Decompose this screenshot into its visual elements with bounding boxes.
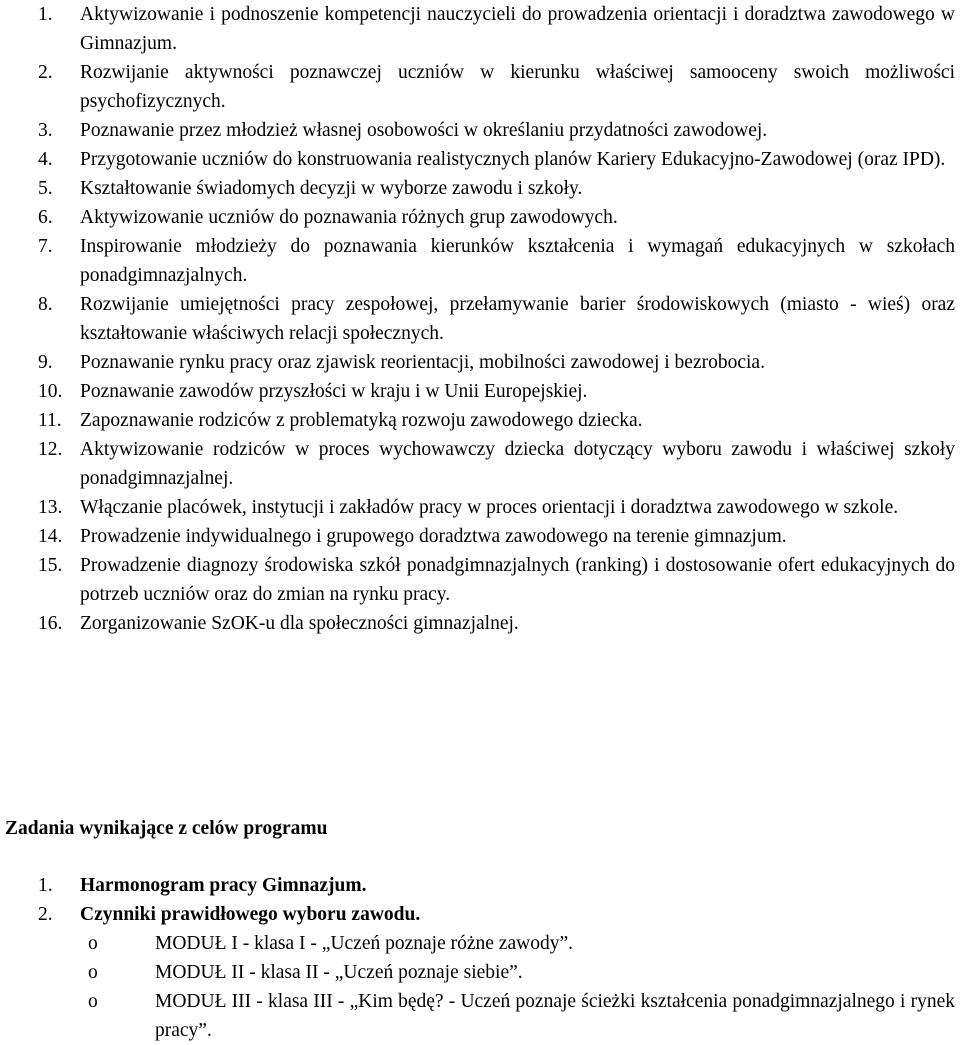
- list-item: [38, 609, 955, 638]
- list-item-number: 12.: [38, 439, 63, 460]
- list-item-text: Aktywizowanie i podnoszenie kompetencji nauczycieli do prowadzenia orientacji i doradztwa zawodowego w Gimnazjum.: [80, 4, 955, 54]
- list-item-number: 6.: [38, 207, 53, 228]
- list-item: [38, 406, 955, 435]
- bullet-icon: o: [88, 962, 98, 983]
- list-item-text: Poznawanie rynku pracy oraz zjawisk reorientacji, mobilności zawodowej i bezrobocia.: [80, 352, 765, 373]
- list-item: [38, 522, 955, 551]
- module-item: [88, 929, 955, 958]
- list-item-number: 9.: [38, 352, 53, 373]
- task-item: [38, 900, 955, 929]
- modules-list: [88, 929, 955, 1045]
- list-item-number: 14.: [38, 526, 63, 547]
- objectives-list: [38, 0, 955, 638]
- list-item-text: Prowadzenie diagnozy środowiska szkół ponadgimnazjalnych (ranking) i dostosowanie ofert edukacyjnych do potrzeb uczniów oraz do zmian na rynku pracy.: [80, 555, 955, 605]
- list-item: [38, 551, 955, 609]
- list-item-text: Rozwijanie umiejętności pracy zespołowej, przełamywanie barier środowiskowych (miasto - wieś) oraz kształtowanie właściwych relacji społecznych.: [80, 294, 955, 344]
- list-item-text: Kształtowanie świadomych decyzji w wyborze zawodu i szkoły.: [80, 178, 583, 199]
- module-item: [88, 958, 955, 987]
- list-item: [38, 435, 955, 493]
- list-item-number: 2.: [38, 62, 53, 83]
- list-item: [38, 145, 955, 174]
- list-item-number: 1.: [38, 4, 53, 25]
- tasks-list: [38, 871, 955, 929]
- module-item: [88, 987, 955, 1045]
- list-item-number: 3.: [38, 120, 53, 141]
- list-item-number: 4.: [38, 149, 53, 170]
- list-item-number: 16.: [38, 613, 63, 634]
- list-item-text: Przygotowanie uczniów do konstruowania realistycznych planów Kariery Edukacyjno-Zawodowej (oraz IPD).: [80, 149, 946, 170]
- list-item-number: 8.: [38, 294, 53, 315]
- list-item-text: Aktywizowanie rodziców w proces wychowawczy dziecka dotyczący wyboru zawodu i właściwej szkoły ponadgimnazjalnej.: [80, 439, 955, 489]
- list-item: [38, 290, 955, 348]
- list-item: [38, 377, 955, 406]
- list-item-text: Prowadzenie indywidualnego i grupowego doradztwa zawodowego na terenie gimnazjum.: [80, 526, 787, 547]
- section-heading: Zadania wynikające z celów programu: [5, 818, 328, 839]
- list-item-text: Zapoznawanie rodziców z problematyką rozwoju zawodowego dziecka.: [80, 410, 643, 431]
- list-item-number: 10.: [38, 381, 63, 402]
- list-item: [38, 232, 955, 290]
- bullet-icon: o: [88, 933, 98, 954]
- list-item-number: 13.: [38, 497, 63, 518]
- list-item-text: Włączanie placówek, instytucji i zakładów pracy w proces orientacji i doradztwa zawodowego w szkole.: [80, 497, 899, 518]
- list-item-text: Rozwijanie aktywności poznawczej uczniów w kierunku właściwej samooceny swoich możliwości psychofizycznych.: [80, 62, 955, 112]
- module-item-text: MODUŁ II - klasa II - „Uczeń poznaje siebie”.: [155, 962, 523, 983]
- task-item-text: Harmonogram pracy Gimnazjum.: [80, 875, 367, 896]
- list-item: [38, 348, 955, 377]
- list-item-number: 11.: [38, 410, 62, 431]
- list-item-text: Poznawanie zawodów przyszłości w kraju i w Unii Europejskiej.: [80, 381, 588, 402]
- list-item-text: Inspirowanie młodzieży do poznawania kierunków kształcenia i wymagań edukacyjnych w szkołach ponadgimnazjalnych.: [80, 236, 955, 286]
- list-item-text: Zorganizowanie SzOK-u dla społeczności gimnazjalnej.: [80, 613, 519, 634]
- bullet-icon: o: [88, 991, 98, 1012]
- list-item-number: 15.: [38, 555, 63, 576]
- task-item-number: 1.: [38, 875, 53, 896]
- list-item-number: 7.: [38, 236, 53, 257]
- list-item-number: 5.: [38, 178, 53, 199]
- task-item: [38, 871, 955, 900]
- list-item: [38, 203, 955, 232]
- list-item: [38, 174, 955, 203]
- list-item: [38, 58, 955, 116]
- list-item: [38, 493, 955, 522]
- list-item: [38, 116, 955, 145]
- task-item-text: Czynniki prawidłowego wyboru zawodu.: [80, 904, 421, 925]
- module-item-text: MODUŁ III - klasa III - „Kim będę? - Uczeń poznaje ścieżki kształcenia ponadgimnazjalnego i rynek pracy”.: [155, 991, 955, 1041]
- list-item-text: Poznawanie przez młodzież własnej osobowości w określaniu przydatności zawodowej.: [80, 120, 768, 141]
- module-item-text: MODUŁ I - klasa I - „Uczeń poznaje różne zawody”.: [155, 933, 573, 954]
- list-item-text: Aktywizowanie uczniów do poznawania różnych grup zawodowych.: [80, 207, 618, 228]
- list-item: [38, 0, 955, 58]
- task-item-number: 2.: [38, 904, 53, 925]
